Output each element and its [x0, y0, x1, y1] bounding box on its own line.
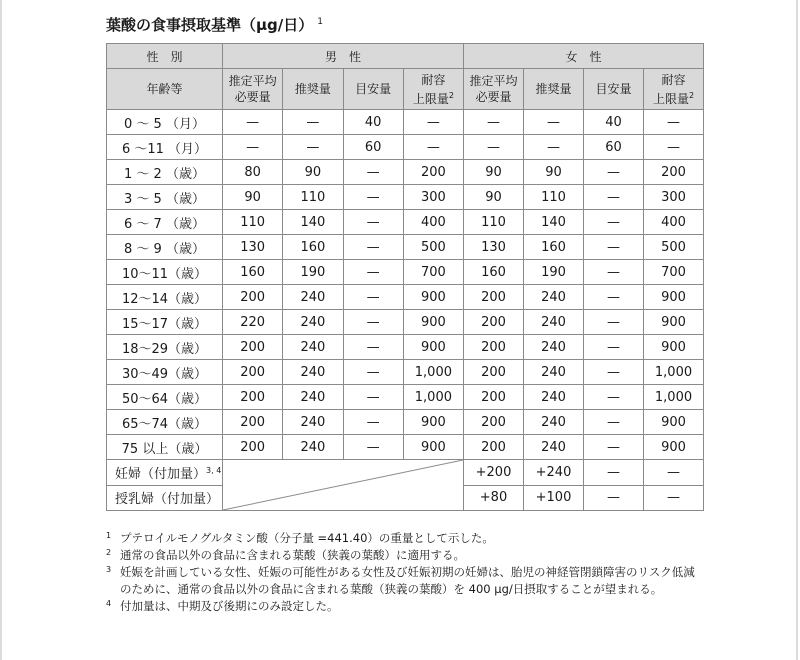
footnote-item [106, 598, 696, 615]
male-value-cell: 190 [283, 260, 343, 285]
age-cell: 12〜14（歳） [107, 285, 223, 310]
footnote-number: 1 [106, 531, 112, 540]
female-value-cell: 200 [464, 285, 524, 310]
table-row [107, 285, 704, 310]
table-row [107, 110, 704, 135]
male-value-cell: 240 [283, 310, 343, 335]
male-value-cell: — [343, 235, 403, 260]
male-value-cell: — [403, 110, 463, 135]
lactating-label: 授乳婦（付加量） [115, 492, 220, 508]
male-rda-header: 推奨量 [283, 69, 343, 110]
male-ear-header [223, 69, 283, 110]
female-value-cell: — [584, 160, 644, 185]
male-value-cell: 240 [283, 335, 343, 360]
table-row [107, 160, 704, 185]
female-value-cell: 300 [644, 185, 704, 210]
male-value-cell: — [343, 360, 403, 385]
footnote-text: 通常の食品以外の食品に含まれる葉酸（狭義の葉酸）に適用する。 [120, 548, 465, 562]
table-row [107, 310, 704, 335]
header-row-sex [107, 44, 704, 69]
male-value-cell: 200 [223, 385, 283, 410]
female-value-cell: 90 [464, 185, 524, 210]
ear-line2: 必要量 [475, 90, 512, 104]
male-value-cell: 90 [223, 185, 283, 210]
female-value-cell: 500 [644, 235, 704, 260]
female-lactating-value-cell: — [644, 485, 704, 511]
age-cell: 0 〜 5 （月） [107, 110, 223, 135]
female-value-cell: 240 [524, 435, 584, 460]
male-value-cell: 220 [223, 310, 283, 335]
male-value-cell: 200 [223, 410, 283, 435]
female-value-cell: 700 [644, 260, 704, 285]
female-value-cell: 900 [644, 335, 704, 360]
age-cell: 75 以上（歳） [107, 435, 223, 460]
female-header: 女 性 [464, 44, 704, 69]
female-value-cell: 1,000 [644, 360, 704, 385]
ul-line2: 上限量 [412, 91, 449, 106]
female-value-cell: 400 [644, 210, 704, 235]
female-value-cell: — [464, 110, 524, 135]
ul-footnote-marker: 2 [688, 90, 695, 100]
male-value-cell: — [343, 160, 403, 185]
age-header: 年齢等 [107, 69, 223, 110]
female-value-cell: 190 [524, 260, 584, 285]
footnotes [106, 530, 696, 615]
female-pregnant-value-cell: — [644, 460, 704, 486]
male-value-cell: — [283, 110, 343, 135]
female-value-cell: 90 [524, 160, 584, 185]
pregnant-row [107, 460, 704, 486]
table-row [107, 335, 704, 360]
male-value-cell: 200 [223, 335, 283, 360]
female-value-cell: — [584, 335, 644, 360]
male-value-cell: 240 [283, 360, 343, 385]
footnote-number: 4 [106, 599, 112, 608]
female-value-cell: 900 [644, 435, 704, 460]
footnote-number: 3 [106, 565, 112, 574]
female-value-cell: 110 [464, 210, 524, 235]
male-value-cell: 900 [403, 310, 463, 335]
female-value-cell: — [644, 135, 704, 160]
male-value-cell: — [343, 335, 403, 360]
female-value-cell: 160 [464, 260, 524, 285]
female-ai-header: 目安量 [584, 69, 644, 110]
male-value-cell: 40 [343, 110, 403, 135]
ul-footnote-marker: 2 [448, 90, 454, 100]
table-row [107, 260, 704, 285]
male-value-cell: — [283, 135, 343, 160]
diagonal-line [223, 460, 463, 510]
male-value-cell: 200 [403, 160, 463, 185]
footnote-item [106, 547, 696, 564]
table-row [107, 385, 704, 410]
female-value-cell: 240 [524, 285, 584, 310]
age-cell: 8 〜 9 （歳） [107, 235, 223, 260]
male-value-cell: 240 [283, 435, 343, 460]
table-row [107, 410, 704, 435]
age-cell: 6 〜11 （月） [107, 135, 223, 160]
male-value-cell: 160 [283, 235, 343, 260]
page-title [106, 14, 323, 35]
male-value-cell: 60 [343, 135, 403, 160]
male-value-cell: 110 [223, 210, 283, 235]
sex-header: 性 別 [107, 44, 223, 69]
female-value-cell: — [584, 310, 644, 335]
female-lactating-value-cell: +80 [464, 485, 524, 511]
male-value-cell: 900 [403, 285, 463, 310]
age-cell: 10〜11（歳） [107, 260, 223, 285]
female-value-cell: 200 [464, 385, 524, 410]
female-value-cell: 240 [524, 360, 584, 385]
female-value-cell: — [584, 185, 644, 210]
female-pregnant-value-cell: — [584, 460, 644, 486]
male-value-cell: 900 [403, 335, 463, 360]
female-ear-header [464, 69, 524, 110]
female-value-cell: 140 [524, 210, 584, 235]
page-edge-right [796, 0, 798, 660]
female-value-cell: 90 [464, 160, 524, 185]
age-cell: 15〜17（歳） [107, 310, 223, 335]
female-value-cell: 200 [464, 360, 524, 385]
male-value-cell: — [223, 110, 283, 135]
footnote-number: 2 [106, 548, 112, 557]
folate-intake-table [106, 43, 704, 511]
female-pregnant-value-cell: +240 [524, 460, 584, 486]
female-value-cell: — [584, 235, 644, 260]
male-value-cell: 300 [403, 185, 463, 210]
female-value-cell: 900 [644, 310, 704, 335]
female-value-cell: — [584, 435, 644, 460]
ul-line1: 耐容 [421, 72, 446, 87]
male-value-cell: 240 [283, 285, 343, 310]
female-value-cell: 130 [464, 235, 524, 260]
male-value-cell: — [343, 285, 403, 310]
male-value-cell: — [343, 185, 403, 210]
female-value-cell: 200 [464, 310, 524, 335]
male-value-cell: 240 [283, 385, 343, 410]
table-row [107, 135, 704, 160]
female-value-cell: 200 [644, 160, 704, 185]
male-value-cell: — [343, 435, 403, 460]
pregnant-label-cell [107, 460, 223, 486]
male-value-cell: 160 [223, 260, 283, 285]
male-not-applicable-cell [223, 460, 464, 511]
male-value-cell: — [343, 260, 403, 285]
age-cell: 6 〜 7 （歳） [107, 210, 223, 235]
age-cell: 18〜29（歳） [107, 335, 223, 360]
female-value-cell: 240 [524, 385, 584, 410]
male-value-cell: 900 [403, 435, 463, 460]
female-value-cell: — [524, 110, 584, 135]
age-cell: 50〜64（歳） [107, 385, 223, 410]
female-rda-header: 推奨量 [524, 69, 584, 110]
female-value-cell: 160 [524, 235, 584, 260]
male-value-cell: — [343, 410, 403, 435]
title-text: 葉酸の食事摂取基準（μg/日） [106, 16, 314, 34]
table-row [107, 435, 704, 460]
age-cell: 3 〜 5 （歳） [107, 185, 223, 210]
male-value-cell: — [343, 310, 403, 335]
male-value-cell: 90 [283, 160, 343, 185]
female-value-cell: 900 [644, 285, 704, 310]
male-value-cell: 80 [223, 160, 283, 185]
ear-line1: 推定平均 [469, 74, 518, 88]
male-value-cell: 500 [403, 235, 463, 260]
female-value-cell: 110 [524, 185, 584, 210]
footnote-text: プテロイルモノグルタミン酸（分子量 =441.40）の重量として示した。 [120, 531, 494, 545]
male-value-cell: — [343, 210, 403, 235]
female-value-cell: 900 [644, 410, 704, 435]
female-value-cell: — [524, 135, 584, 160]
male-value-cell: 110 [283, 185, 343, 210]
male-value-cell: 1,000 [403, 360, 463, 385]
female-pregnant-value-cell: +200 [464, 460, 524, 486]
ul-line1: 耐容 [661, 72, 686, 87]
female-lactating-value-cell: +100 [524, 485, 584, 511]
male-value-cell: 240 [283, 410, 343, 435]
female-value-cell: 240 [524, 410, 584, 435]
male-value-cell: — [343, 385, 403, 410]
male-value-cell: 200 [223, 285, 283, 310]
female-value-cell: 60 [584, 135, 644, 160]
female-value-cell: — [584, 285, 644, 310]
ear-line2: 必要量 [234, 90, 271, 104]
female-value-cell: 240 [524, 310, 584, 335]
female-value-cell: — [464, 135, 524, 160]
ear-line1: 推定平均 [228, 74, 277, 88]
female-value-cell: — [584, 210, 644, 235]
male-value-cell: 400 [403, 210, 463, 235]
female-value-cell: 240 [524, 335, 584, 360]
footnote-text: 妊娠を計画している女性、妊娠の可能性がある女性及び妊娠初期の妊婦は、胎児の神経管閉鎖障害のリスク低減のために、通常の食品以外の食品に含まれる葉酸（狭義の葉酸）を 400 μg/日摂取することが望まれる。 [120, 565, 695, 596]
header-row-columns [107, 69, 704, 110]
footnote-text: 付加量は、中期及び後期にのみ設定した。 [120, 599, 339, 613]
page-edge-left [0, 0, 2, 660]
male-value-cell: 200 [223, 360, 283, 385]
age-cell: 65〜74（歳） [107, 410, 223, 435]
female-value-cell: 1,000 [644, 385, 704, 410]
female-ul-header [644, 69, 704, 110]
male-value-cell: — [223, 135, 283, 160]
age-cell: 30〜49（歳） [107, 360, 223, 385]
pregnant-footnote-marker: 3, 4 [206, 465, 222, 475]
male-value-cell: 130 [223, 235, 283, 260]
ul-line2: 上限量 [652, 91, 689, 106]
age-cell: 1 〜 2 （歳） [107, 160, 223, 185]
female-lactating-value-cell: — [584, 485, 644, 511]
footnote-item [106, 564, 696, 598]
female-value-cell: 200 [464, 435, 524, 460]
pregnant-label: 妊婦（付加量） [115, 466, 207, 482]
female-value-cell: 40 [584, 110, 644, 135]
female-value-cell: — [584, 385, 644, 410]
female-value-cell: 200 [464, 335, 524, 360]
table-row [107, 235, 704, 260]
footnote-item [106, 530, 696, 547]
male-value-cell: 900 [403, 410, 463, 435]
female-value-cell: — [644, 110, 704, 135]
male-value-cell: 140 [283, 210, 343, 235]
female-value-cell: — [584, 260, 644, 285]
male-value-cell: — [403, 135, 463, 160]
title-footnote-marker: 1 [317, 17, 323, 27]
table-row [107, 185, 704, 210]
lactating-label-cell [107, 485, 223, 511]
female-value-cell: — [584, 410, 644, 435]
male-ul-header [403, 69, 463, 110]
male-value-cell: 200 [223, 435, 283, 460]
female-value-cell: — [584, 360, 644, 385]
male-value-cell: 1,000 [403, 385, 463, 410]
female-value-cell: 200 [464, 410, 524, 435]
table-row [107, 360, 704, 385]
male-ai-header: 目安量 [343, 69, 403, 110]
male-header: 男 性 [223, 44, 464, 69]
male-value-cell: 700 [403, 260, 463, 285]
table-row [107, 210, 704, 235]
